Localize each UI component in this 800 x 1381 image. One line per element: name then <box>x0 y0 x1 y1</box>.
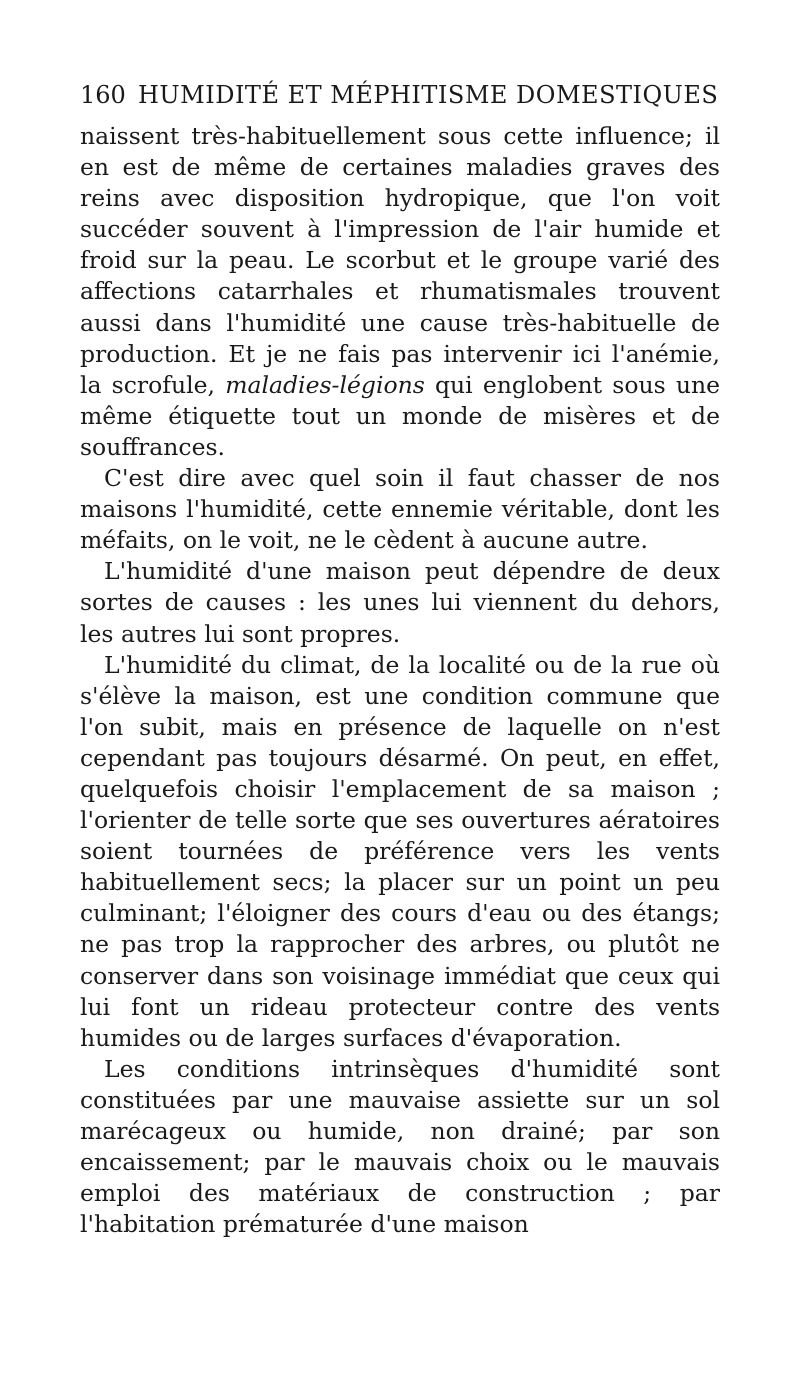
running-head <box>80 78 720 112</box>
paragraph-5: Les conditions intrinsèques d'humidité sont constituées par une mauvaise assiette sur un sol marécageux ou humide, non drainé; par son encaissement; par le mauvais choix ou le mauvais emploi des matériaux de construction ; par l'habitation prématurée d'une maison <box>80 1054 720 1239</box>
paragraph-1-text-after: qui englobent sous une même étiquette tout un monde de misères et de souffrances. <box>80 370 721 461</box>
body-text <box>80 121 720 1240</box>
paragraph-2: C'est dire avec quel soin il faut chasser de nos maisons l'humidité, cette ennemie véritable, dont les méfaits, on le voit, ne le cèdent à aucune autre. <box>80 464 720 555</box>
paragraph-1-text-before: naissent très-habituellement sous cette influence; il en est de même de certaines maladies graves des reins avec disposition hydropique, que l'on voit succéder souvent à l'impression de l'air humide et froid sur la peau. Le scorbut et le groupe varié des affections catarrhales et rhumatismales trouvent aussi dans l'humidité une cause très-habituelle de production. Et je ne fais pas intervenir ici l'anémie, la scrofule, <box>80 122 720 399</box>
paragraph-1 <box>80 121 720 463</box>
page-number: 160 <box>80 81 126 109</box>
paragraph-3: L'humidité d'une maison peut dépendre de deux sortes de causes : les unes lui viennent du dehors, les autres lui sont propres. <box>80 557 720 648</box>
paragraph-4: L'humidité du climat, de la localité ou de la rue où s'élève la maison, est une condition commune que l'on subit, mais en présence de laquelle on n'est cependant pas toujours désarmé. On peut, en effet, quelquefois choisir l'emplacement de sa maison ; l'orienter de telle sorte que ses ouvertures aératoires soient tournées de préférence vers les vents habituellement secs; la placer sur un point un peu culminant; l'éloigner des cours d'eau ou des étangs; ne pas trop la rapprocher des arbres, ou plutôt ne conserver dans son voisinage immédiat que ceux qui lui font un rideau protecteur contre des vents humides ou de larges surfaces d'évaporation. <box>80 650 720 1052</box>
running-title: HUMIDITÉ ET MÉPHITISME DOMESTIQUES <box>138 81 719 109</box>
paragraph-1-emphasis: maladies-légions <box>225 370 425 399</box>
